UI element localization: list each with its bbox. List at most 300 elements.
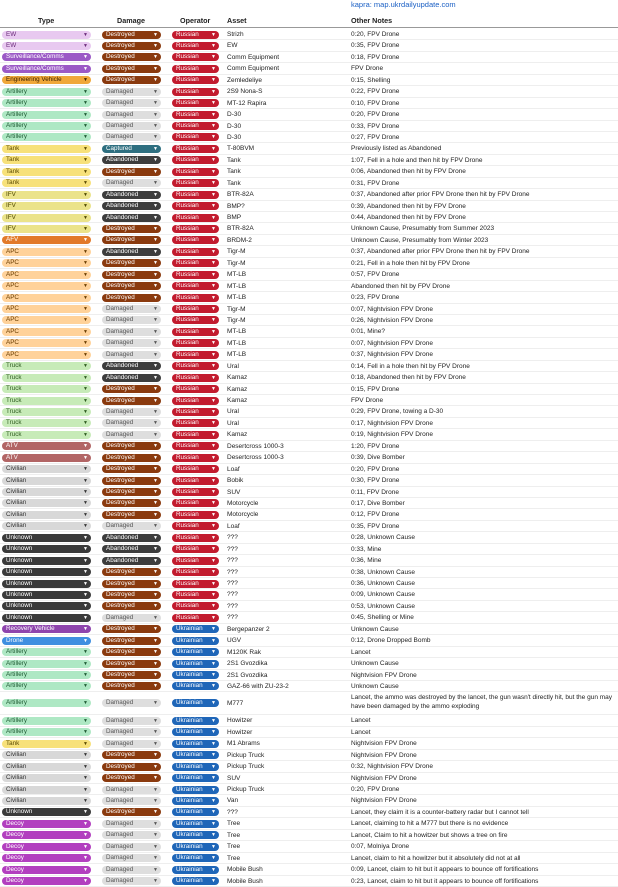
notes-cell[interactable]: 0:28, Unknown Cause: [351, 534, 415, 542]
type-dropdown[interactable]: [2, 728, 91, 736]
caret-down-icon[interactable]: ▼: [153, 591, 158, 598]
caret-down-icon[interactable]: ▼: [83, 683, 88, 690]
caret-down-icon[interactable]: ▼: [211, 65, 216, 72]
damage-dropdown[interactable]: [102, 42, 161, 50]
damage-dropdown[interactable]: [102, 133, 161, 141]
operator-dropdown[interactable]: [172, 808, 219, 816]
caret-down-icon[interactable]: ▼: [83, 134, 88, 141]
operator-dropdown[interactable]: [172, 88, 219, 96]
caret-down-icon[interactable]: ▼: [153, 294, 158, 301]
operator-dropdown[interactable]: [172, 625, 219, 633]
damage-dropdown[interactable]: [102, 660, 161, 668]
notes-cell[interactable]: Lancet, claiming to hit a M777 but there is no evidence: [351, 820, 509, 828]
caret-down-icon[interactable]: ▼: [153, 740, 158, 747]
caret-down-icon[interactable]: ▼: [83, 557, 88, 564]
notes-cell[interactable]: Lancet, claim to hit a howitzer but it absolutely did not at all: [351, 854, 521, 862]
notes-cell[interactable]: 1:07, Fell in a hole and then hit by FPV Drone: [351, 156, 483, 164]
type-dropdown[interactable]: [2, 568, 91, 576]
caret-down-icon[interactable]: ▼: [83, 397, 88, 404]
caret-down-icon[interactable]: ▼: [153, 145, 158, 152]
damage-dropdown[interactable]: [102, 580, 161, 588]
asset-cell[interactable]: UGV: [227, 637, 242, 645]
notes-cell[interactable]: 0:20, FPV Drone: [351, 786, 400, 793]
asset-cell[interactable]: ???: [227, 614, 238, 622]
type-dropdown[interactable]: [2, 419, 91, 427]
notes-cell[interactable]: 0:17, Dive Bomber: [351, 499, 405, 507]
operator-dropdown[interactable]: [172, 179, 219, 187]
asset-cell[interactable]: Ural: [227, 362, 239, 370]
caret-down-icon[interactable]: ▼: [153, 191, 158, 198]
type-dropdown[interactable]: [2, 145, 91, 153]
asset-cell[interactable]: Tigr-M: [227, 259, 246, 267]
operator-dropdown[interactable]: [172, 763, 219, 771]
caret-down-icon[interactable]: ▼: [211, 649, 216, 656]
type-dropdown[interactable]: [2, 557, 91, 565]
caret-down-icon[interactable]: ▼: [211, 260, 216, 267]
notes-cell[interactable]: 0:30, FPV Drone: [351, 477, 400, 485]
asset-cell[interactable]: 2S1 Gvozdika: [227, 671, 268, 679]
caret-down-icon[interactable]: ▼: [153, 134, 158, 141]
notes-cell[interactable]: 0:12, FPV Drone: [351, 511, 400, 519]
type-dropdown[interactable]: [2, 236, 91, 244]
caret-down-icon[interactable]: ▼: [153, 340, 158, 347]
type-dropdown[interactable]: [2, 602, 91, 610]
asset-cell[interactable]: ???: [227, 568, 238, 576]
operator-dropdown[interactable]: [172, 511, 219, 519]
operator-dropdown[interactable]: [172, 282, 219, 290]
caret-down-icon[interactable]: ▼: [211, 111, 216, 118]
caret-down-icon[interactable]: ▼: [153, 100, 158, 107]
type-dropdown[interactable]: [2, 866, 91, 874]
caret-down-icon[interactable]: ▼: [83, 271, 88, 278]
damage-dropdown[interactable]: [102, 202, 161, 210]
damage-dropdown[interactable]: [102, 557, 161, 565]
operator-dropdown[interactable]: [172, 728, 219, 736]
type-dropdown[interactable]: [2, 305, 91, 313]
operator-dropdown[interactable]: [172, 740, 219, 748]
type-dropdown[interactable]: [2, 499, 91, 507]
caret-down-icon[interactable]: ▼: [153, 649, 158, 656]
type-dropdown[interactable]: [2, 545, 91, 553]
caret-down-icon[interactable]: ▼: [211, 203, 216, 210]
notes-cell[interactable]: 0:09, Unknown Cause: [351, 591, 415, 599]
caret-down-icon[interactable]: ▼: [211, 832, 216, 839]
type-dropdown[interactable]: [2, 397, 91, 405]
damage-dropdown[interactable]: [102, 419, 161, 427]
damage-dropdown[interactable]: [102, 248, 161, 256]
damage-dropdown[interactable]: [102, 545, 161, 553]
caret-down-icon[interactable]: ▼: [83, 317, 88, 324]
damage-dropdown[interactable]: [102, 179, 161, 187]
caret-down-icon[interactable]: ▼: [153, 168, 158, 175]
asset-cell[interactable]: Howitzer: [227, 717, 253, 725]
caret-down-icon[interactable]: ▼: [83, 42, 88, 49]
operator-dropdown[interactable]: [172, 362, 219, 370]
caret-down-icon[interactable]: ▼: [83, 729, 88, 736]
caret-down-icon[interactable]: ▼: [153, 511, 158, 518]
notes-cell[interactable]: 0:17, Nightvision FPV Drone: [351, 419, 434, 427]
type-dropdown[interactable]: [2, 351, 91, 359]
damage-dropdown[interactable]: [102, 31, 161, 39]
caret-down-icon[interactable]: ▼: [153, 672, 158, 678]
caret-down-icon[interactable]: ▼: [211, 557, 216, 564]
operator-dropdown[interactable]: [172, 786, 219, 794]
caret-down-icon[interactable]: ▼: [211, 489, 216, 495]
notes-cell[interactable]: 0:06, Abandoned then hit by FPV Drone: [351, 168, 466, 176]
operator-dropdown[interactable]: [172, 111, 219, 119]
asset-cell[interactable]: Comm Equipment: [227, 53, 280, 61]
notes-cell[interactable]: Unknown Cause: [351, 660, 399, 668]
caret-down-icon[interactable]: ▼: [153, 626, 158, 633]
damage-dropdown[interactable]: [102, 53, 161, 61]
notes-cell[interactable]: 0:37, Abandoned after prior FPV Drone then hit by FPV Drone: [351, 248, 530, 256]
caret-down-icon[interactable]: ▼: [153, 306, 158, 312]
caret-down-icon[interactable]: ▼: [211, 740, 216, 747]
operator-dropdown[interactable]: [172, 797, 219, 805]
notes-cell[interactable]: Previously listed as Abandoned: [351, 145, 442, 153]
type-dropdown[interactable]: [2, 831, 91, 839]
caret-down-icon[interactable]: ▼: [211, 809, 216, 816]
caret-down-icon[interactable]: ▼: [211, 408, 216, 415]
damage-dropdown[interactable]: [102, 808, 161, 816]
caret-down-icon[interactable]: ▼: [153, 363, 158, 370]
notes-cell[interactable]: Nightvision FPV Drone: [351, 797, 417, 805]
damage-dropdown[interactable]: [102, 637, 161, 645]
caret-down-icon[interactable]: ▼: [83, 477, 88, 484]
damage-dropdown[interactable]: [102, 625, 161, 633]
caret-down-icon[interactable]: ▼: [211, 100, 216, 107]
operator-dropdown[interactable]: [172, 660, 219, 668]
caret-down-icon[interactable]: ▼: [83, 534, 88, 541]
notes-cell[interactable]: 0:07, Molniya Drone: [351, 843, 410, 851]
caret-down-icon[interactable]: ▼: [211, 637, 216, 644]
caret-down-icon[interactable]: ▼: [211, 591, 216, 598]
damage-dropdown[interactable]: [102, 699, 161, 707]
damage-dropdown[interactable]: [102, 465, 161, 473]
damage-dropdown[interactable]: [102, 145, 161, 153]
operator-dropdown[interactable]: [172, 602, 219, 610]
notes-cell[interactable]: Lancet, they claim it is a counter-battery radar but I cannot tell: [351, 808, 529, 816]
asset-cell[interactable]: MT-LB: [227, 339, 247, 347]
notes-cell[interactable]: FPV Drone: [351, 397, 384, 404]
type-dropdown[interactable]: [2, 214, 91, 222]
caret-down-icon[interactable]: ▼: [83, 328, 88, 335]
notes-cell[interactable]: 0:15, Shelling: [351, 76, 391, 84]
type-dropdown[interactable]: [2, 591, 91, 599]
caret-down-icon[interactable]: ▼: [83, 820, 88, 827]
caret-down-icon[interactable]: ▼: [211, 180, 216, 187]
type-dropdown[interactable]: [2, 282, 91, 290]
notes-cell[interactable]: 0:45, Shelling or Mine: [351, 614, 414, 622]
damage-dropdown[interactable]: [102, 522, 161, 530]
asset-cell[interactable]: Tree: [227, 820, 241, 828]
notes-cell[interactable]: 0:09, Lancet, claim to hit but it appears to bounce off fortifications: [351, 866, 539, 874]
damage-dropdown[interactable]: [102, 88, 161, 96]
operator-dropdown[interactable]: [172, 53, 219, 61]
caret-down-icon[interactable]: ▼: [83, 180, 88, 187]
operator-dropdown[interactable]: [172, 534, 219, 542]
type-dropdown[interactable]: [2, 854, 91, 862]
caret-down-icon[interactable]: ▼: [153, 248, 158, 255]
operator-dropdown[interactable]: [172, 133, 219, 141]
caret-down-icon[interactable]: ▼: [153, 752, 158, 759]
asset-cell[interactable]: Tank: [227, 168, 241, 176]
caret-down-icon[interactable]: ▼: [211, 603, 216, 610]
caret-down-icon[interactable]: ▼: [83, 832, 88, 839]
type-dropdown[interactable]: [2, 454, 91, 462]
operator-dropdown[interactable]: [172, 408, 219, 416]
caret-down-icon[interactable]: ▼: [211, 134, 216, 141]
damage-dropdown[interactable]: [102, 740, 161, 748]
caret-down-icon[interactable]: ▼: [83, 649, 88, 656]
caret-down-icon[interactable]: ▼: [153, 557, 158, 564]
asset-cell[interactable]: Motorcycle: [227, 511, 259, 519]
asset-cell[interactable]: Kamaz: [227, 397, 248, 404]
asset-cell[interactable]: Bergepanzer 2: [227, 625, 270, 633]
notes-cell[interactable]: 0:26, Nightvision FPV Drone: [351, 316, 434, 324]
type-dropdown[interactable]: [2, 179, 91, 187]
caret-down-icon[interactable]: ▼: [153, 374, 158, 381]
notes-cell[interactable]: 1:20, FPV Drone: [351, 442, 400, 450]
asset-cell[interactable]: MT-LB: [227, 271, 247, 279]
caret-down-icon[interactable]: ▼: [211, 843, 216, 850]
caret-down-icon[interactable]: ▼: [153, 820, 158, 827]
type-dropdown[interactable]: [2, 408, 91, 416]
damage-dropdown[interactable]: [102, 786, 161, 794]
caret-down-icon[interactable]: ▼: [153, 77, 158, 84]
caret-down-icon[interactable]: ▼: [83, 306, 88, 312]
operator-dropdown[interactable]: [172, 831, 219, 839]
type-dropdown[interactable]: [2, 248, 91, 256]
operator-dropdown[interactable]: [172, 351, 219, 359]
damage-dropdown[interactable]: [102, 294, 161, 302]
caret-down-icon[interactable]: ▼: [83, 100, 88, 107]
asset-cell[interactable]: BRDM-2: [227, 236, 252, 244]
notes-cell[interactable]: Lancet: [351, 728, 371, 736]
asset-cell[interactable]: BMP: [227, 214, 242, 221]
damage-dropdown[interactable]: [102, 271, 161, 279]
asset-cell[interactable]: Kamaz: [227, 431, 248, 439]
type-dropdown[interactable]: [2, 442, 91, 450]
caret-down-icon[interactable]: ▼: [153, 454, 158, 461]
caret-down-icon[interactable]: ▼: [153, 386, 158, 393]
caret-down-icon[interactable]: ▼: [83, 145, 88, 152]
operator-dropdown[interactable]: [172, 557, 219, 565]
asset-cell[interactable]: Loaf: [227, 522, 240, 530]
caret-down-icon[interactable]: ▼: [211, 454, 216, 461]
type-dropdown[interactable]: [2, 271, 91, 279]
caret-down-icon[interactable]: ▼: [211, 546, 216, 553]
caret-down-icon[interactable]: ▼: [153, 283, 158, 290]
caret-down-icon[interactable]: ▼: [153, 317, 158, 324]
asset-cell[interactable]: ???: [227, 808, 238, 816]
asset-cell[interactable]: ???: [227, 591, 238, 599]
operator-dropdown[interactable]: [172, 248, 219, 256]
type-dropdown[interactable]: [2, 339, 91, 347]
notes-cell[interactable]: 0:07, Nightvision FPV Drone: [351, 305, 434, 313]
type-dropdown[interactable]: [2, 534, 91, 542]
notes-cell[interactable]: 0:44, Abandoned then hit by FPV Drone: [351, 214, 466, 221]
caret-down-icon[interactable]: ▼: [211, 431, 216, 438]
damage-dropdown[interactable]: [102, 225, 161, 233]
caret-down-icon[interactable]: ▼: [83, 500, 88, 507]
type-dropdown[interactable]: [2, 671, 91, 679]
type-dropdown[interactable]: [2, 202, 91, 210]
caret-down-icon[interactable]: ▼: [83, 603, 88, 610]
caret-down-icon[interactable]: ▼: [211, 866, 216, 873]
asset-cell[interactable]: Tree: [227, 831, 241, 839]
type-dropdown[interactable]: [2, 843, 91, 851]
asset-cell[interactable]: Bobik: [227, 477, 244, 485]
damage-dropdown[interactable]: [102, 843, 161, 851]
type-dropdown[interactable]: [2, 763, 91, 771]
notes-cell[interactable]: Nightvision FPV Drone: [351, 751, 417, 759]
caret-down-icon[interactable]: ▼: [153, 408, 158, 415]
damage-dropdown[interactable]: [102, 511, 161, 519]
damage-dropdown[interactable]: [102, 854, 161, 862]
notes-cell[interactable]: 0:39, Dive Bomber: [351, 454, 405, 462]
asset-cell[interactable]: Loaf: [227, 465, 240, 473]
caret-down-icon[interactable]: ▼: [211, 729, 216, 736]
operator-dropdown[interactable]: [172, 843, 219, 851]
caret-down-icon[interactable]: ▼: [153, 809, 158, 816]
type-dropdown[interactable]: [2, 168, 91, 176]
asset-cell[interactable]: Mobile Bush: [227, 877, 263, 885]
operator-dropdown[interactable]: [172, 545, 219, 553]
notes-cell[interactable]: Unknown Cause: [351, 682, 399, 690]
asset-cell[interactable]: Pickup Truck: [227, 786, 265, 793]
notes-cell[interactable]: 0:35, FPV Drone: [351, 522, 400, 530]
caret-down-icon[interactable]: ▼: [153, 31, 158, 38]
type-dropdown[interactable]: [2, 648, 91, 656]
caret-down-icon[interactable]: ▼: [153, 477, 158, 484]
damage-dropdown[interactable]: [102, 328, 161, 336]
caret-down-icon[interactable]: ▼: [211, 683, 216, 690]
notes-cell[interactable]: 0:18, Abandoned then hit by FPV Drone: [351, 374, 466, 382]
damage-dropdown[interactable]: [102, 728, 161, 736]
damage-dropdown[interactable]: [102, 259, 161, 267]
caret-down-icon[interactable]: ▼: [153, 203, 158, 210]
caret-down-icon[interactable]: ▼: [83, 294, 88, 301]
caret-down-icon[interactable]: ▼: [211, 374, 216, 381]
caret-down-icon[interactable]: ▼: [153, 351, 158, 358]
type-dropdown[interactable]: [2, 225, 91, 233]
notes-cell[interactable]: 0:10, FPV Drone: [351, 99, 400, 107]
asset-cell[interactable]: M1 Abrams: [227, 740, 260, 748]
operator-dropdown[interactable]: [172, 820, 219, 828]
caret-down-icon[interactable]: ▼: [211, 157, 216, 164]
caret-down-icon[interactable]: ▼: [83, 866, 88, 873]
notes-cell[interactable]: FPV Drone: [351, 65, 384, 73]
type-dropdown[interactable]: [2, 660, 91, 668]
asset-cell[interactable]: 2S1 Gvozdika: [227, 660, 268, 668]
caret-down-icon[interactable]: ▼: [211, 237, 216, 244]
caret-down-icon[interactable]: ▼: [211, 626, 216, 633]
operator-dropdown[interactable]: [172, 431, 219, 439]
caret-down-icon[interactable]: ▼: [153, 466, 158, 473]
type-dropdown[interactable]: [2, 625, 91, 633]
notes-cell[interactable]: 0:11, FPV Drone: [351, 488, 399, 496]
notes-cell[interactable]: 0:27, FPV Drone: [351, 133, 400, 141]
caret-down-icon[interactable]: ▼: [211, 763, 216, 770]
caret-down-icon[interactable]: ▼: [211, 168, 216, 175]
notes-cell[interactable]: Unknown Cause: [351, 625, 399, 633]
caret-down-icon[interactable]: ▼: [153, 397, 158, 404]
asset-cell[interactable]: Howitzer: [227, 728, 253, 736]
caret-down-icon[interactable]: ▼: [83, 546, 88, 553]
asset-cell[interactable]: GAZ-66 with ZU-23-2: [227, 682, 289, 690]
type-dropdown[interactable]: [2, 31, 91, 39]
caret-down-icon[interactable]: ▼: [211, 351, 216, 358]
damage-dropdown[interactable]: [102, 111, 161, 119]
operator-dropdown[interactable]: [172, 294, 219, 302]
caret-down-icon[interactable]: ▼: [153, 157, 158, 164]
type-dropdown[interactable]: [2, 774, 91, 782]
caret-down-icon[interactable]: ▼: [211, 614, 216, 621]
caret-down-icon[interactable]: ▼: [211, 248, 216, 255]
caret-down-icon[interactable]: ▼: [83, 214, 88, 221]
caret-down-icon[interactable]: ▼: [211, 123, 216, 129]
caret-down-icon[interactable]: ▼: [83, 700, 88, 707]
damage-dropdown[interactable]: [102, 156, 161, 164]
damage-dropdown[interactable]: [102, 831, 161, 839]
caret-down-icon[interactable]: ▼: [211, 54, 216, 61]
notes-cell[interactable]: Lancet, the ammo was destroyed by the lancet, the gun wasn't directly hit, but the gun may have been damaged by the ammo exploding: [351, 694, 613, 711]
type-dropdown[interactable]: [2, 133, 91, 141]
header-asset[interactable]: Asset: [227, 16, 247, 25]
caret-down-icon[interactable]: ▼: [83, 660, 88, 667]
asset-cell[interactable]: Desertcross 1000-3: [227, 442, 284, 450]
damage-dropdown[interactable]: [102, 408, 161, 416]
notes-cell[interactable]: 0:15, FPV Drone: [351, 385, 400, 393]
damage-dropdown[interactable]: [102, 454, 161, 462]
operator-dropdown[interactable]: [172, 637, 219, 645]
type-dropdown[interactable]: [2, 580, 91, 588]
caret-down-icon[interactable]: ▼: [153, 775, 158, 782]
operator-dropdown[interactable]: [172, 385, 219, 393]
caret-down-icon[interactable]: ▼: [153, 111, 158, 118]
caret-down-icon[interactable]: ▼: [153, 660, 158, 667]
operator-dropdown[interactable]: [172, 259, 219, 267]
type-dropdown[interactable]: [2, 362, 91, 370]
asset-cell[interactable]: Kamaz: [227, 374, 248, 382]
notes-cell[interactable]: 0:23, FPV Drone: [351, 294, 400, 302]
caret-down-icon[interactable]: ▼: [83, 54, 88, 61]
type-dropdown[interactable]: [2, 477, 91, 485]
caret-down-icon[interactable]: ▼: [153, 603, 158, 610]
operator-dropdown[interactable]: [172, 854, 219, 862]
notes-cell[interactable]: Unknown Cause, Presumably from Winter 2023: [351, 236, 489, 244]
caret-down-icon[interactable]: ▼: [153, 271, 158, 278]
notes-cell[interactable]: 0:37, Abandoned after prior FPV Drone then hit by FPV Drone: [351, 191, 530, 199]
caret-down-icon[interactable]: ▼: [153, 614, 158, 621]
caret-down-icon[interactable]: ▼: [211, 214, 216, 221]
asset-cell[interactable]: Motorcycle: [227, 499, 259, 507]
caret-down-icon[interactable]: ▼: [153, 88, 158, 95]
caret-down-icon[interactable]: ▼: [83, 717, 88, 724]
damage-dropdown[interactable]: [102, 763, 161, 771]
operator-dropdown[interactable]: [172, 214, 219, 222]
caret-down-icon[interactable]: ▼: [83, 809, 88, 816]
caret-down-icon[interactable]: ▼: [211, 363, 216, 370]
asset-cell[interactable]: Desertcross 1000-3: [227, 454, 284, 462]
caret-down-icon[interactable]: ▼: [211, 500, 216, 507]
caret-down-icon[interactable]: ▼: [211, 511, 216, 518]
notes-cell[interactable]: Lancet, Claim to hit a howitzer but shows a tree on fire: [351, 831, 508, 839]
asset-cell[interactable]: Ural: [227, 408, 239, 416]
header-damage[interactable]: Damage: [117, 16, 145, 25]
caret-down-icon[interactable]: ▼: [83, 260, 88, 267]
